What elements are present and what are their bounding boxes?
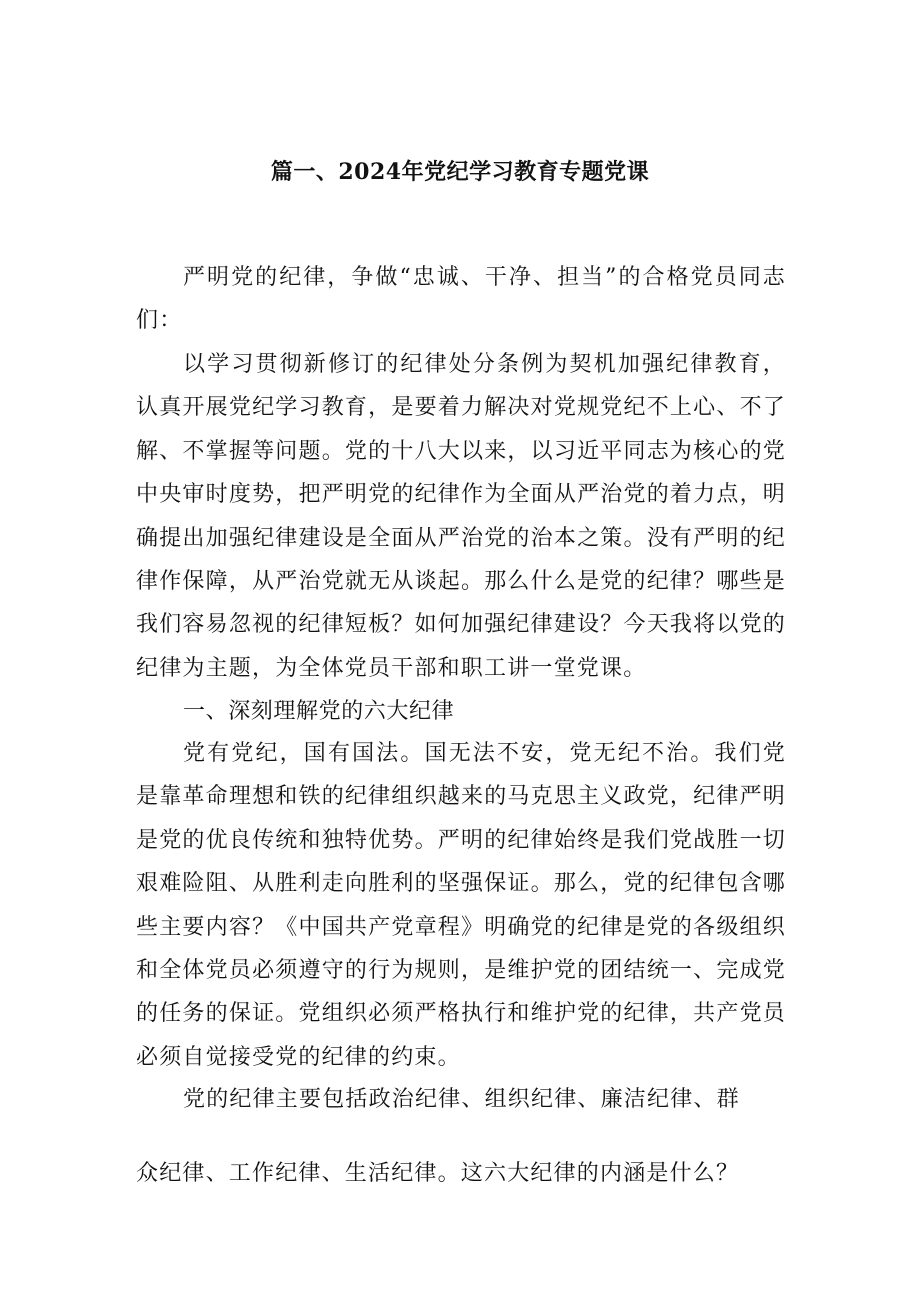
section-heading: 一、深刻理解党的六大纪律 [183,699,455,724]
paragraph-3-line-1: 党的纪律主要包括政治纪律、组织纪律、廉洁纪律、群 [183,1087,740,1112]
document-title: 篇一、2024年党纪学习教育专题党课 [270,159,650,185]
intro-paragraph: 严明党的纪律，争做“忠诚、干净、担当”的合格党员同志们： [136,265,786,334]
paragraph-1: 以学习贯彻新修订的纪律处分条例为契机加强纪律教育，认真开展党纪学习教育，是要着力解决对党规党纪不上心、不了解、不掌握等问题。党的十八大以来，以习近平同志为核心的党中央审时度势，把严明党的纪律作为全面从严治党的着力点，明确提出加强纪律建设是全面从严治党的治本之策。没有严明的纪律作保障，从严治党就无从谈起。那么什么是党的纪律？哪些是我们容易忽视的纪律短板？如何加强纪律建设？今天我将以党的纪律为主题，为全体党员干部和职工讲一堂党课。 [136,352,786,681]
paragraph-2: 党有党纪，国有国法。国无法不安，党无纪不治。我们党是靠革命理想和铁的纪律组织越来的马克思主义政党，纪律严明是党的优良传统和独特优势。严明的纪律始终是我们党战胜一切艰难险阻、从胜利走向胜利的坚强保证。那么，党的纪律包含哪些主要内容？《中国共产党章程》明确党的纪律是党的各级组织和全体党员必须遵守的行为规则，是维护党的团结统一、完成党的任务的保证。党组织必须严格执行和维护党的纪律，共产党员必须自觉接受党的纪律的约束。 [136,741,786,1070]
paragraph-3-line-2: 众纪律、工作纪律、生活纪律。这六大纪律的内涵是什么？ [136,1161,740,1186]
